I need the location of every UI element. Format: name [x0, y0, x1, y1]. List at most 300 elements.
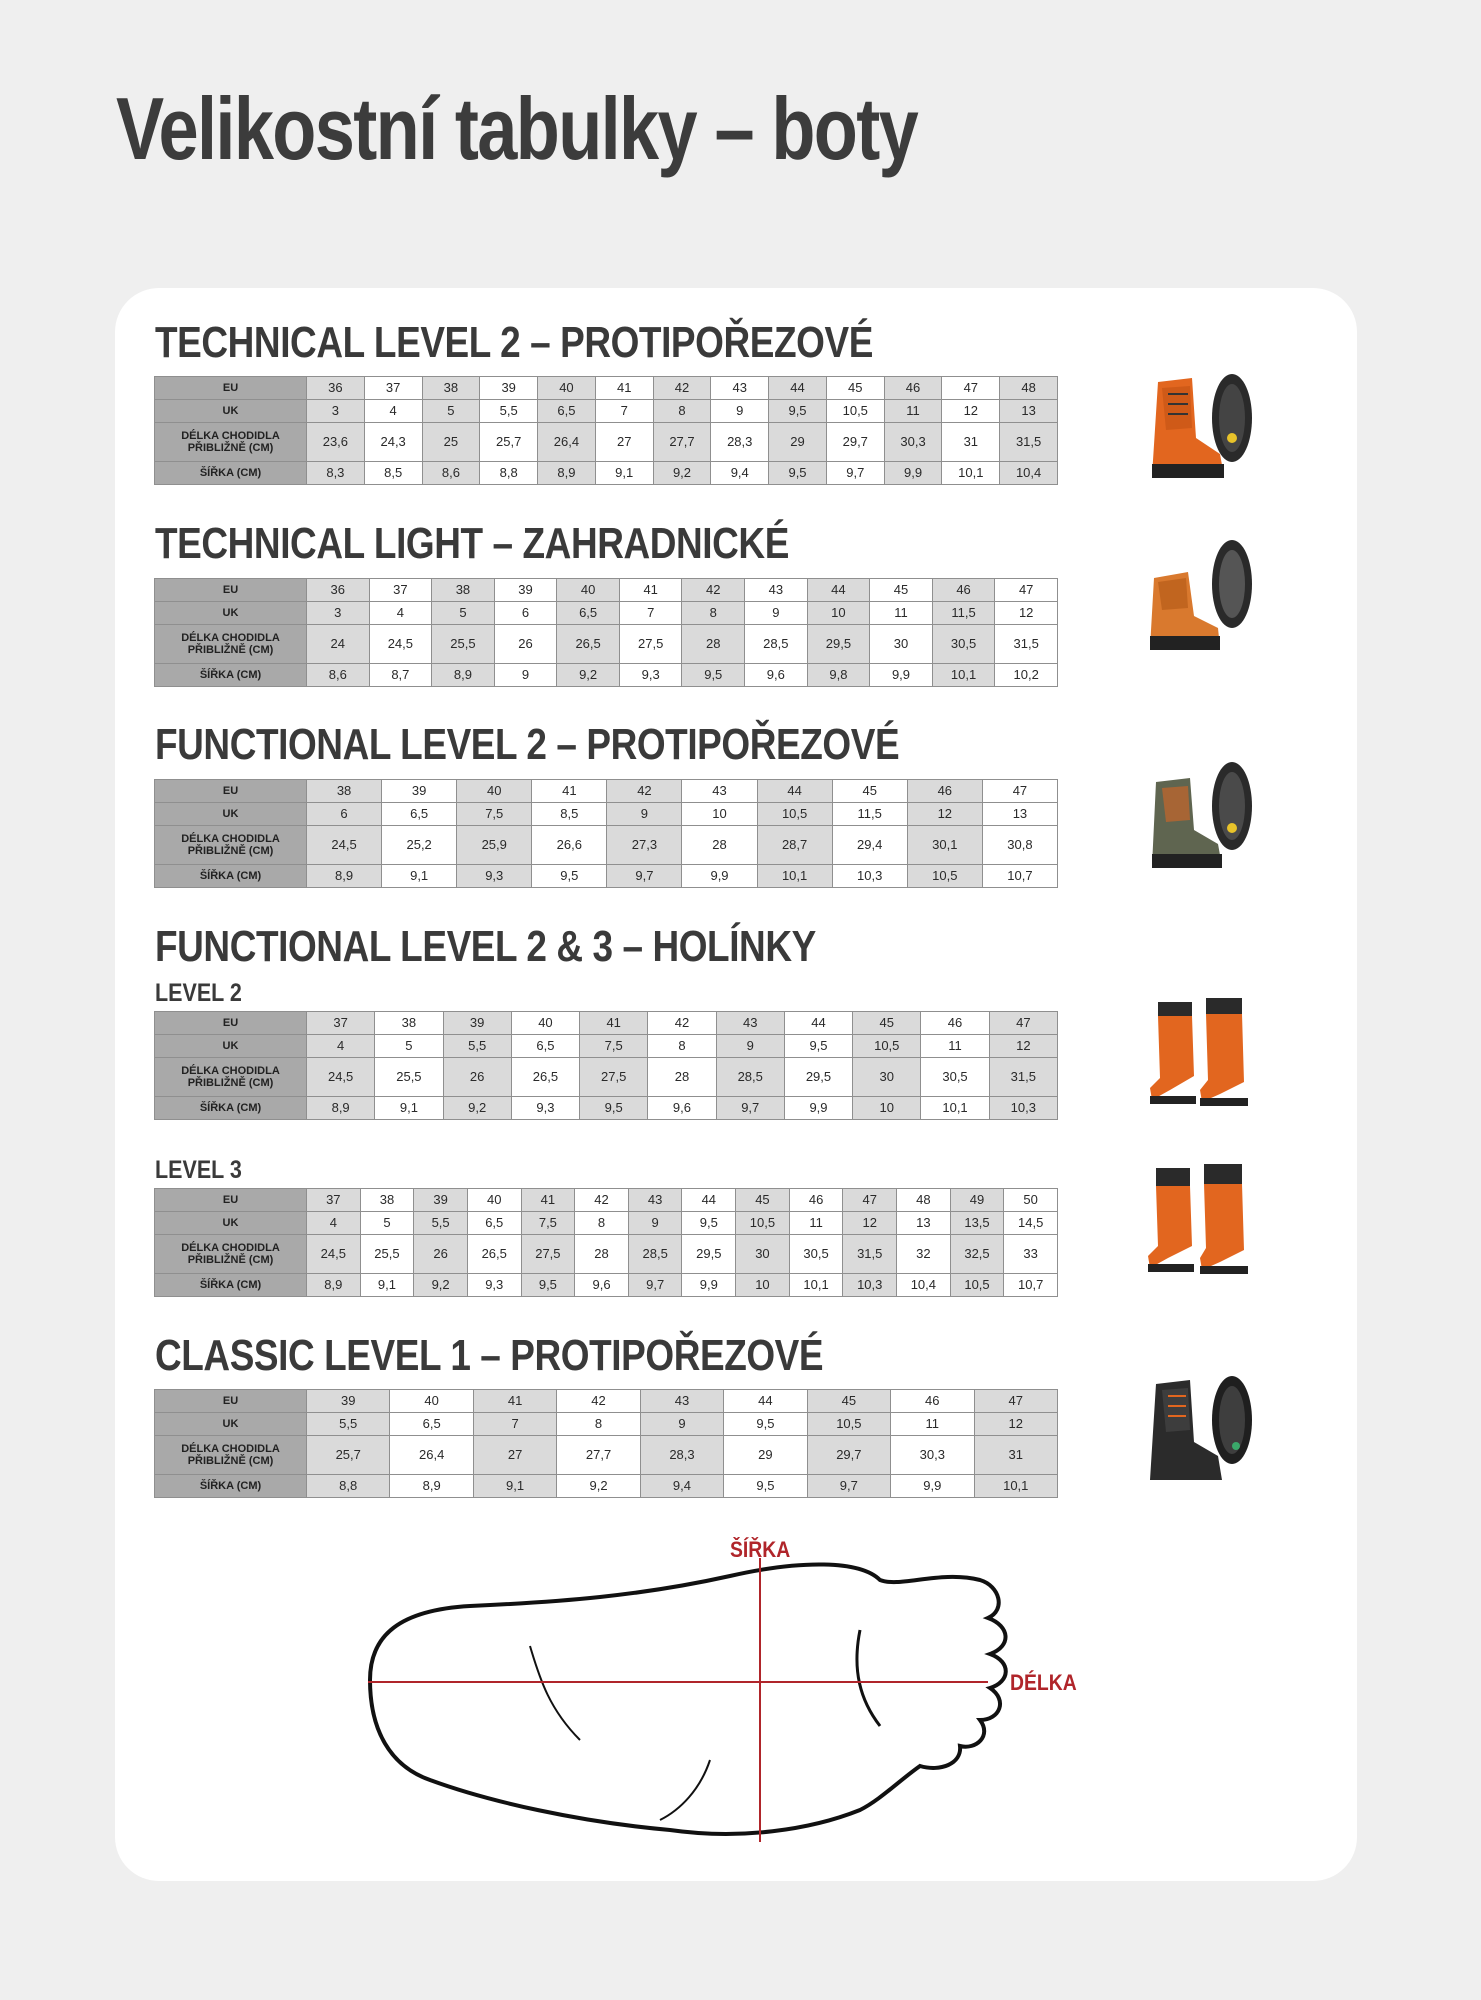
size-cell-eu: 47 [995, 579, 1058, 602]
size-cell-uk: 4 [369, 602, 432, 625]
size-cell-uk: 8 [557, 1413, 640, 1436]
size-cell-uk: 7 [619, 602, 682, 625]
row-label-text: EU [222, 1017, 239, 1029]
size-cell-length: 29,5 [807, 625, 870, 664]
size-cell-uk: 14,5 [1004, 1212, 1058, 1235]
row-label-eu [155, 1012, 307, 1035]
size-cell-eu: 41 [532, 780, 607, 803]
boot-functional-level-2-image [1140, 758, 1260, 878]
size-cell-uk: 7,5 [521, 1212, 575, 1235]
size-cell-length: 25,5 [360, 1235, 414, 1274]
size-cell-eu: 42 [682, 579, 745, 602]
size-cell-width: 8,9 [307, 865, 382, 888]
size-cell-length: 24,3 [364, 423, 422, 462]
size-cell-eu: 43 [640, 1390, 723, 1413]
size-cell-length: 31,5 [995, 625, 1058, 664]
size-cell-eu: 42 [575, 1189, 629, 1212]
size-cell-width: 9,7 [607, 865, 682, 888]
size-cell-length: 27,7 [557, 1436, 640, 1475]
size-cell-width: 9,5 [580, 1097, 648, 1120]
size-cell-width: 10,1 [921, 1097, 989, 1120]
size-cell-length: 24,5 [369, 625, 432, 664]
size-cell-length: 25,9 [457, 826, 532, 865]
size-cell-width: 9,9 [784, 1097, 852, 1120]
size-cell-eu: 36 [307, 377, 365, 400]
row-label-width [155, 1097, 307, 1120]
size-cell-eu: 45 [826, 377, 884, 400]
size-cell-width: 9,6 [575, 1274, 629, 1297]
size-cell-width: 10,1 [974, 1475, 1058, 1498]
table-row-uk [155, 400, 1058, 423]
size-cell-uk: 6 [307, 803, 382, 826]
size-cell-uk: 13 [897, 1212, 951, 1235]
row-label-text: ŠÍŘKA (CM) [199, 870, 262, 882]
row-label-width [155, 1475, 307, 1498]
size-cell-width: 9,1 [595, 462, 653, 485]
size-cell-length: 23,6 [307, 423, 365, 462]
size-cell-eu: 40 [538, 377, 596, 400]
row-label-text: ŠÍŘKA (CM) [199, 1102, 262, 1114]
size-cell-eu: 46 [891, 1390, 974, 1413]
size-cell-eu: 46 [789, 1189, 843, 1212]
size-cell-eu: 38 [422, 377, 480, 400]
size-cell-uk: 5 [422, 400, 480, 423]
size-cell-eu: 39 [443, 1012, 511, 1035]
size-cell-length: 28 [682, 625, 745, 664]
size-cell-uk: 11 [921, 1035, 989, 1058]
row-label-text: EU [222, 1194, 239, 1206]
size-cell-width: 9,1 [382, 865, 457, 888]
size-table-classic-level-1 [154, 1389, 1058, 1498]
size-cell-eu: 44 [784, 1012, 852, 1035]
size-cell-length: 26 [443, 1058, 511, 1097]
size-cell-width: 8,9 [390, 1475, 473, 1498]
size-cell-length: 25,7 [307, 1436, 390, 1475]
size-cell-uk: 8 [575, 1212, 629, 1235]
size-cell-uk: 13 [982, 803, 1057, 826]
size-cell-width: 9,7 [716, 1097, 784, 1120]
table-row-eu [155, 1189, 1058, 1212]
size-cell-width: 8,8 [307, 1475, 390, 1498]
size-cell-length: 27 [595, 423, 653, 462]
section-title-functional-holinky: FUNCTIONAL LEVEL 2 & 3 – HOLÍNKY [155, 922, 816, 971]
table-row-width [155, 1097, 1058, 1120]
size-cell-eu: 40 [511, 1012, 579, 1035]
row-label-text: UK [222, 607, 239, 619]
size-cell-eu: 47 [974, 1390, 1058, 1413]
size-cell-length: 31,5 [843, 1235, 897, 1274]
size-cell-length: 30,8 [982, 826, 1057, 865]
size-cell-length: 30 [870, 625, 933, 664]
table-row-eu [155, 1390, 1058, 1413]
foot-outline [340, 1530, 1100, 1850]
size-cell-uk: 3 [307, 400, 365, 423]
size-cell-width: 10,3 [843, 1274, 897, 1297]
subtitle-level-3: LEVEL 3 [155, 1156, 242, 1184]
size-cell-eu: 44 [769, 377, 827, 400]
row-label-width [155, 462, 307, 485]
size-cell-eu: 38 [432, 579, 495, 602]
size-cell-length: 30,3 [884, 423, 942, 462]
size-cell-length: 27,5 [521, 1235, 575, 1274]
size-cell-uk: 11 [789, 1212, 843, 1235]
size-cell-eu: 50 [1004, 1189, 1058, 1212]
size-cell-eu: 47 [843, 1189, 897, 1212]
size-cell-uk: 4 [307, 1212, 361, 1235]
size-cell-eu: 45 [870, 579, 933, 602]
size-cell-length: 32 [897, 1235, 951, 1274]
section-title-classic-level-1: CLASSIC LEVEL 1 – PROTIPOŘEZOVÉ [155, 1331, 824, 1380]
size-cell-length: 29 [769, 423, 827, 462]
size-cell-uk: 9,5 [724, 1413, 807, 1436]
size-cell-uk: 12 [907, 803, 982, 826]
row-label-width [155, 865, 307, 888]
size-cell-width: 9,8 [807, 664, 870, 687]
size-cell-uk: 10,5 [807, 1413, 890, 1436]
size-cell-width: 9,4 [711, 462, 769, 485]
size-cell-eu: 41 [473, 1390, 556, 1413]
size-table-holinky-level-2 [154, 1011, 1058, 1120]
row-label-text: UK [222, 1418, 239, 1430]
row-label-uk [155, 1413, 307, 1436]
section-title-technical-light: TECHNICAL LIGHT – ZAHRADNICKÉ [155, 519, 789, 568]
size-cell-length: 28,5 [628, 1235, 682, 1274]
size-cell-length: 24,5 [307, 1058, 375, 1097]
size-cell-eu: 46 [921, 1012, 989, 1035]
size-cell-length: 30 [736, 1235, 790, 1274]
size-cell-length: 26 [494, 625, 557, 664]
size-cell-length: 24,5 [307, 826, 382, 865]
size-cell-eu: 46 [907, 780, 982, 803]
size-cell-uk: 9,5 [784, 1035, 852, 1058]
row-label-text: DÉLKA CHODIDLA [181, 430, 280, 442]
size-cell-length: 27 [473, 1436, 556, 1475]
row-label-text: ŠÍŘKA (CM) [199, 467, 262, 479]
table-row-length [155, 1058, 1058, 1097]
size-cell-width: 10 [736, 1274, 790, 1297]
size-cell-uk: 6,5 [390, 1413, 473, 1436]
size-table-holinky-level-3 [154, 1188, 1058, 1297]
size-cell-uk: 12 [995, 602, 1058, 625]
size-cell-uk: 12 [974, 1413, 1058, 1436]
row-label-uk [155, 803, 307, 826]
size-cell-length: 25,7 [480, 423, 538, 462]
size-cell-width: 10,3 [989, 1097, 1057, 1120]
size-cell-eu: 47 [989, 1012, 1057, 1035]
table-row-length [155, 423, 1058, 462]
size-cell-eu: 43 [716, 1012, 784, 1035]
size-cell-width: 9,6 [648, 1097, 716, 1120]
size-cell-uk: 11,5 [932, 602, 995, 625]
size-cell-uk: 9 [628, 1212, 682, 1235]
row-label-width [155, 1274, 307, 1297]
size-cell-width: 9,5 [724, 1475, 807, 1498]
row-label-text: PŘIBLIŽNĚ (CM) [187, 1455, 274, 1467]
row-label-text: DÉLKA CHODIDLA [181, 1443, 280, 1455]
size-cell-width: 10,1 [789, 1274, 843, 1297]
size-cell-width: 8,6 [422, 462, 480, 485]
size-cell-uk: 11 [891, 1413, 974, 1436]
size-cell-length: 29,7 [826, 423, 884, 462]
size-cell-uk: 12 [989, 1035, 1057, 1058]
size-cell-width: 10,1 [942, 462, 1000, 485]
size-cell-width: 9,3 [457, 865, 532, 888]
size-cell-eu: 38 [307, 780, 382, 803]
row-label-length [155, 1058, 307, 1097]
size-cell-width: 8,9 [538, 462, 596, 485]
size-cell-eu: 40 [390, 1390, 473, 1413]
size-cell-length: 26 [414, 1235, 468, 1274]
row-label-text: ŠÍŘKA (CM) [199, 1480, 262, 1492]
size-cell-uk: 9,5 [682, 1212, 736, 1235]
size-cell-length: 30 [853, 1058, 921, 1097]
size-cell-uk: 5 [432, 602, 495, 625]
row-label-length [155, 1235, 307, 1274]
size-cell-length: 27,5 [619, 625, 682, 664]
size-cell-uk: 4 [364, 400, 422, 423]
table-row-length [155, 625, 1058, 664]
size-cell-uk: 9 [607, 803, 682, 826]
size-cell-width: 9,5 [682, 664, 745, 687]
size-cell-width: 10,5 [950, 1274, 1004, 1297]
boot-holinky-level-3-image [1140, 1160, 1260, 1280]
size-cell-length: 28,3 [711, 423, 769, 462]
row-label-length [155, 1436, 307, 1475]
section-title-technical-level-2: TECHNICAL LEVEL 2 – PROTIPOŘEZOVÉ [155, 318, 873, 367]
size-cell-width: 10,7 [982, 865, 1057, 888]
table-row-width [155, 462, 1058, 485]
size-cell-eu: 46 [884, 377, 942, 400]
size-cell-uk: 5,5 [414, 1212, 468, 1235]
size-cell-width: 8,8 [480, 462, 538, 485]
size-cell-uk: 8 [648, 1035, 716, 1058]
row-label-text: DÉLKA CHODIDLA [181, 632, 280, 644]
size-cell-uk: 5,5 [307, 1413, 390, 1436]
size-cell-length: 28 [575, 1235, 629, 1274]
size-cell-uk: 5 [375, 1035, 443, 1058]
size-cell-eu: 40 [467, 1189, 521, 1212]
size-cell-eu: 39 [382, 780, 457, 803]
size-cell-width: 10,4 [897, 1274, 951, 1297]
size-cell-eu: 37 [307, 1189, 361, 1212]
size-cell-uk: 5 [360, 1212, 414, 1235]
size-cell-uk: 12 [843, 1212, 897, 1235]
size-cell-width: 9,2 [414, 1274, 468, 1297]
row-label-uk [155, 1212, 307, 1235]
size-cell-eu: 48 [897, 1189, 951, 1212]
size-cell-length: 30,3 [891, 1436, 974, 1475]
size-cell-eu: 46 [932, 579, 995, 602]
size-cell-uk: 13 [1000, 400, 1058, 423]
size-table-technical-level-2 [154, 376, 1058, 485]
size-cell-uk: 6,5 [538, 400, 596, 423]
size-cell-width: 8,9 [432, 664, 495, 687]
size-cell-length: 26,5 [511, 1058, 579, 1097]
size-cell-length: 30,5 [921, 1058, 989, 1097]
size-cell-width: 9,9 [682, 865, 757, 888]
size-cell-eu: 42 [653, 377, 711, 400]
size-cell-uk: 10,5 [853, 1035, 921, 1058]
size-cell-eu: 44 [724, 1390, 807, 1413]
size-cell-width: 9,5 [769, 462, 827, 485]
size-cell-eu: 45 [736, 1189, 790, 1212]
size-cell-uk: 6,5 [382, 803, 457, 826]
size-cell-uk: 4 [307, 1035, 375, 1058]
size-cell-width: 9,1 [360, 1274, 414, 1297]
row-label-uk [155, 602, 307, 625]
table-row-length [155, 826, 1058, 865]
size-cell-uk: 9 [716, 1035, 784, 1058]
table-row-uk [155, 803, 1058, 826]
size-cell-eu: 36 [307, 579, 370, 602]
size-cell-width: 10,3 [832, 865, 907, 888]
size-cell-length: 29,4 [832, 826, 907, 865]
size-cell-eu: 44 [682, 1189, 736, 1212]
size-cell-eu: 49 [950, 1189, 1004, 1212]
row-label-width [155, 664, 307, 687]
size-cell-eu: 37 [369, 579, 432, 602]
size-cell-width: 9,4 [640, 1475, 723, 1498]
size-cell-eu: 37 [307, 1012, 375, 1035]
size-cell-uk: 10,5 [736, 1212, 790, 1235]
size-cell-length: 30,5 [932, 625, 995, 664]
subtitle-level-2: LEVEL 2 [155, 979, 242, 1007]
size-cell-eu: 42 [648, 1012, 716, 1035]
foot-measurement-diagram [340, 1530, 1100, 1850]
size-cell-eu: 38 [375, 1012, 443, 1035]
table-row-eu [155, 377, 1058, 400]
size-cell-length: 27,5 [580, 1058, 648, 1097]
row-label-text: EU [222, 785, 239, 797]
size-cell-length: 28 [682, 826, 757, 865]
size-cell-width: 8,5 [364, 462, 422, 485]
size-cell-width: 9,3 [619, 664, 682, 687]
size-cell-length: 24 [307, 625, 370, 664]
size-cell-uk: 6,5 [557, 602, 620, 625]
size-cell-length: 28,3 [640, 1436, 723, 1475]
size-cell-width: 9,5 [521, 1274, 575, 1297]
size-table-technical-light [154, 578, 1058, 687]
size-cell-eu: 39 [307, 1390, 390, 1413]
row-label-text: ŠÍŘKA (CM) [199, 1279, 262, 1291]
size-cell-width: 8,3 [307, 462, 365, 485]
row-label-eu [155, 579, 307, 602]
size-cell-uk: 8 [653, 400, 711, 423]
row-label-length [155, 625, 307, 664]
size-cell-uk: 7,5 [457, 803, 532, 826]
size-cell-eu: 48 [1000, 377, 1058, 400]
size-cell-eu: 42 [557, 1390, 640, 1413]
size-cell-width: 10,7 [1004, 1274, 1058, 1297]
size-cell-width: 9,2 [557, 1475, 640, 1498]
row-label-text: DÉLKA CHODIDLA [181, 1065, 280, 1077]
size-cell-uk: 9 [745, 602, 808, 625]
size-cell-uk: 9 [711, 400, 769, 423]
row-label-text: PŘIBLIŽNĚ (CM) [187, 644, 274, 656]
size-cell-width: 10,5 [907, 865, 982, 888]
size-cell-eu: 45 [853, 1012, 921, 1035]
row-label-text: EU [222, 1395, 239, 1407]
row-label-text: DÉLKA CHODIDLA [181, 833, 280, 845]
size-cell-length: 26,4 [538, 423, 596, 462]
size-cell-eu: 47 [982, 780, 1057, 803]
row-label-text: EU [222, 382, 239, 394]
table-row-uk [155, 1413, 1058, 1436]
size-cell-uk: 6,5 [467, 1212, 521, 1235]
size-cell-uk: 3 [307, 602, 370, 625]
size-cell-uk: 10,5 [757, 803, 832, 826]
size-cell-length: 32,5 [950, 1235, 1004, 1274]
size-cell-width: 9,9 [884, 462, 942, 485]
row-label-text: UK [222, 405, 239, 417]
size-cell-uk: 10 [682, 803, 757, 826]
size-cell-width: 10,1 [932, 664, 995, 687]
size-cell-eu: 40 [557, 579, 620, 602]
size-cell-uk: 7,5 [580, 1035, 648, 1058]
size-cell-length: 26,5 [467, 1235, 521, 1274]
table-row-eu [155, 780, 1058, 803]
size-cell-length: 30,1 [907, 826, 982, 865]
row-label-length [155, 826, 307, 865]
size-cell-uk: 7 [595, 400, 653, 423]
size-cell-width: 8,9 [307, 1274, 361, 1297]
size-cell-uk: 9,5 [769, 400, 827, 423]
page-title: Velikostní tabulky – boty [116, 79, 918, 178]
size-cell-eu: 45 [807, 1390, 890, 1413]
size-table-functional-level-2 [154, 779, 1058, 888]
table-row-uk [155, 1035, 1058, 1058]
size-cell-eu: 43 [711, 377, 769, 400]
size-cell-length: 26,6 [532, 826, 607, 865]
size-cell-eu: 41 [580, 1012, 648, 1035]
size-cell-eu: 44 [807, 579, 870, 602]
table-row-uk [155, 602, 1058, 625]
table-row-eu [155, 579, 1058, 602]
size-cell-length: 28,5 [716, 1058, 784, 1097]
size-cell-width: 10,4 [1000, 462, 1058, 485]
boot-technical-level-2-image [1140, 368, 1260, 488]
row-label-text: UK [222, 1217, 239, 1229]
table-row-eu [155, 1012, 1058, 1035]
size-cell-uk: 13,5 [950, 1212, 1004, 1235]
table-row-width [155, 1274, 1058, 1297]
row-label-eu [155, 1390, 307, 1413]
boot-holinky-level-2-image [1140, 992, 1260, 1112]
size-cell-uk: 11,5 [832, 803, 907, 826]
size-cell-width: 9,6 [745, 664, 808, 687]
size-cell-eu: 47 [942, 377, 1000, 400]
size-cell-eu: 41 [595, 377, 653, 400]
size-cell-width: 9,3 [511, 1097, 579, 1120]
size-cell-eu: 43 [682, 780, 757, 803]
size-cell-width: 9,2 [557, 664, 620, 687]
size-cell-length: 25 [422, 423, 480, 462]
size-cell-uk: 7 [473, 1413, 556, 1436]
size-cell-eu: 41 [521, 1189, 575, 1212]
size-cell-uk: 11 [884, 400, 942, 423]
size-cell-length: 28,7 [757, 826, 832, 865]
size-cell-width: 9,3 [467, 1274, 521, 1297]
row-label-text: ŠÍŘKA (CM) [199, 669, 262, 681]
size-cell-length: 31 [974, 1436, 1058, 1475]
size-cell-eu: 44 [757, 780, 832, 803]
size-cell-eu: 43 [628, 1189, 682, 1212]
size-cell-eu: 39 [494, 579, 557, 602]
size-cell-eu: 40 [457, 780, 532, 803]
size-cell-width: 9,2 [653, 462, 711, 485]
size-cell-length: 28 [648, 1058, 716, 1097]
table-row-width [155, 664, 1058, 687]
